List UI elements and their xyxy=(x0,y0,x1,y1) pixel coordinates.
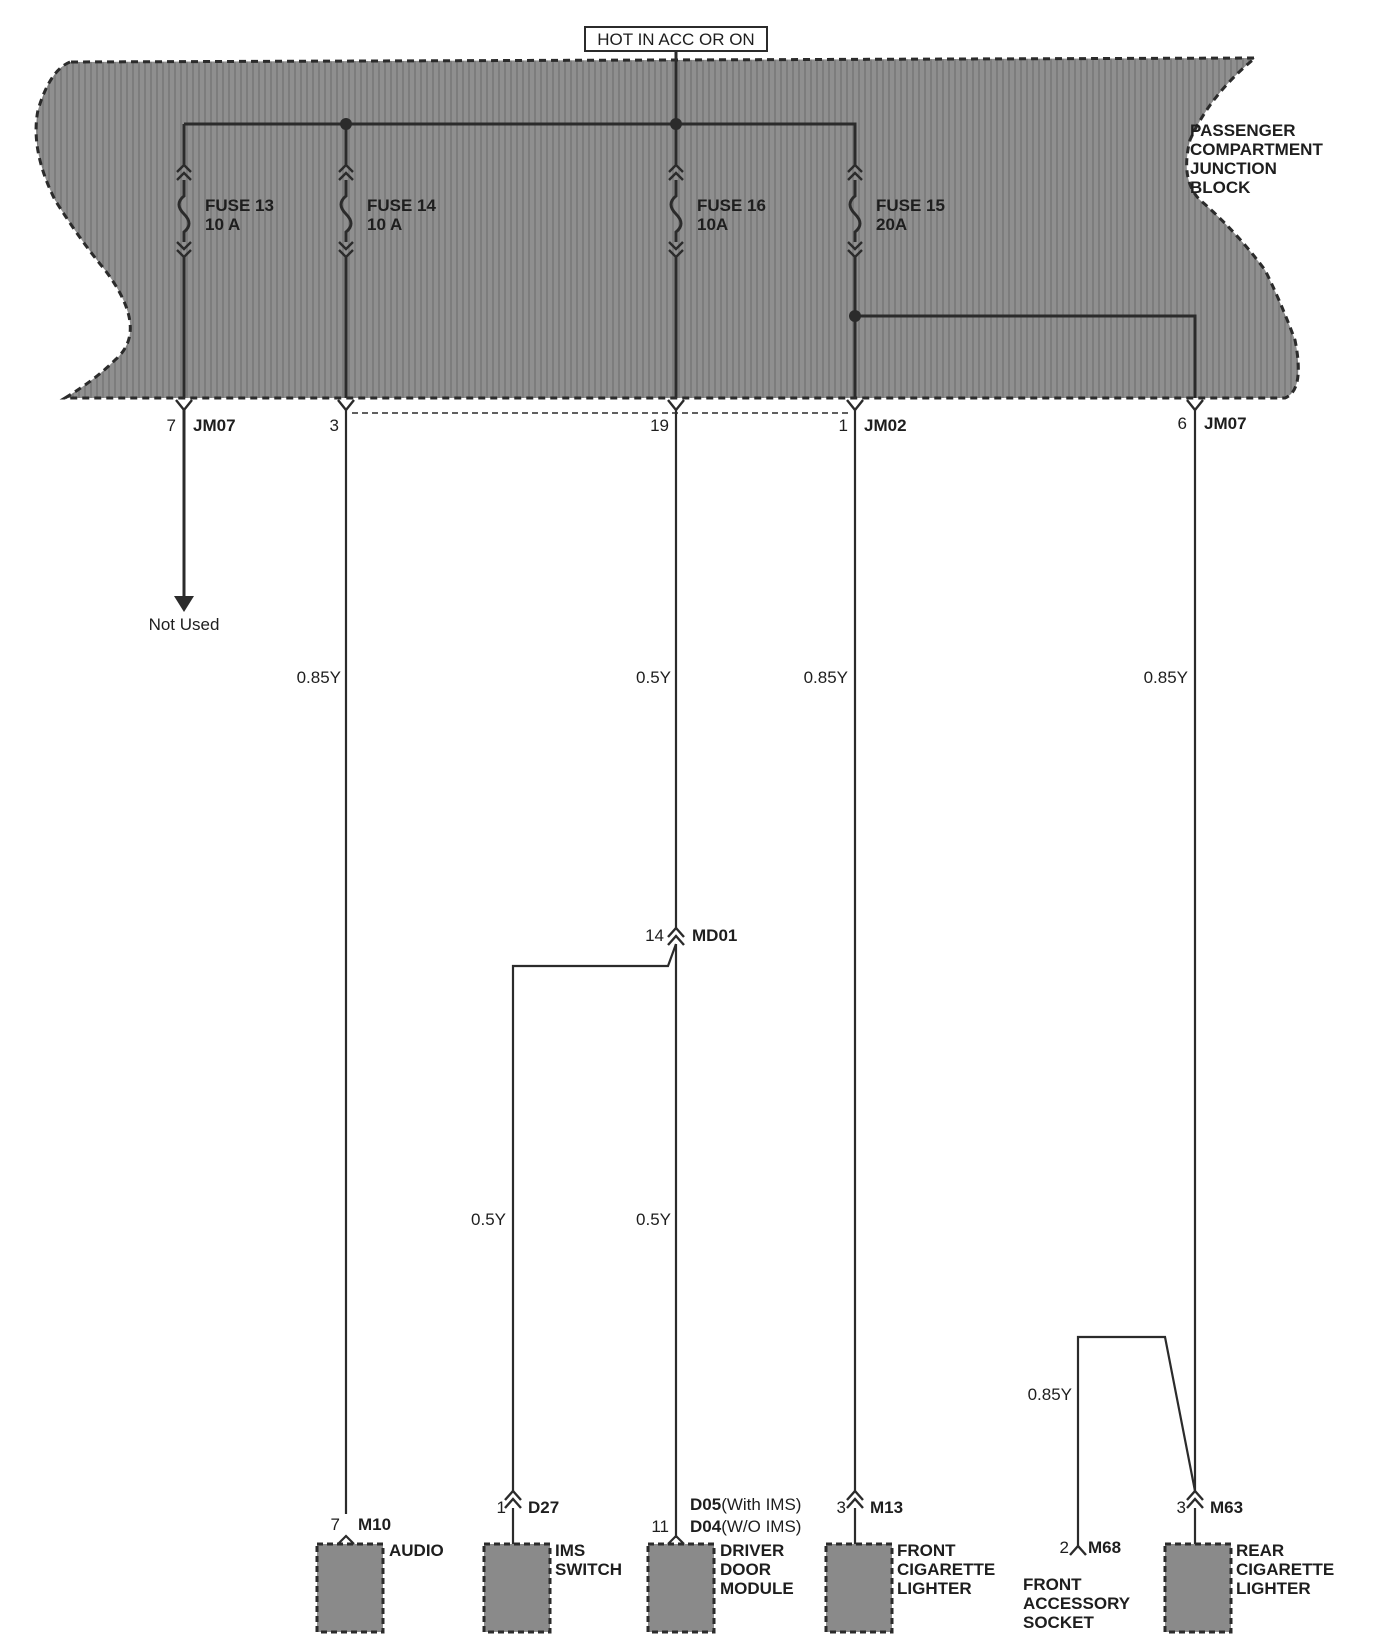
wire-audio-size: 0.85Y xyxy=(296,668,341,687)
svg-text:2: 2 xyxy=(1059,1538,1069,1557)
splice-dot-2 xyxy=(670,118,682,130)
svg-text:1: 1 xyxy=(496,1498,506,1517)
fuse-15-name: FUSE 15 xyxy=(876,196,945,215)
wire-driver-door-lower-size: 0.5Y xyxy=(636,1210,671,1229)
svg-text:14: 14 xyxy=(645,926,664,945)
svg-text:7: 7 xyxy=(330,1515,340,1534)
pin-6-number: 6 xyxy=(1177,414,1187,433)
svg-text:IMS: IMS xyxy=(555,1541,586,1560)
pin-1-number: 1 xyxy=(838,416,848,435)
svg-text:D05(With IMS): D05(With IMS) xyxy=(690,1495,802,1514)
fuse-13-name: FUSE 13 xyxy=(205,196,274,215)
svg-text:LIGHTER: LIGHTER xyxy=(897,1579,972,1598)
pin-6-connector: JM07 xyxy=(1204,414,1247,433)
svg-text:M10: M10 xyxy=(358,1515,392,1534)
fuse-14-name: FUSE 14 xyxy=(367,196,436,215)
splice-dot-1 xyxy=(340,118,352,130)
wire-driver-door-size: 0.5Y xyxy=(636,668,671,687)
pin-19-number: 19 xyxy=(650,416,669,435)
svg-text:CIGARETTE: CIGARETTE xyxy=(1236,1560,1335,1579)
svg-text:MODULE: MODULE xyxy=(720,1579,794,1598)
wire-rear-lighter-size: 0.85Y xyxy=(1143,668,1188,687)
svg-text:MD01: MD01 xyxy=(692,926,738,945)
svg-text:D04(W/O IMS): D04(W/O IMS) xyxy=(690,1517,802,1536)
svg-text:FRONT: FRONT xyxy=(897,1541,956,1560)
wire-ims-size: 0.5Y xyxy=(471,1210,506,1229)
component-rear-cigarette-lighter xyxy=(1165,1491,1334,1632)
svg-text:AUDIO: AUDIO xyxy=(389,1541,444,1560)
svg-text:SWITCH: SWITCH xyxy=(555,1560,623,1579)
svg-text:SOCKET: SOCKET xyxy=(1023,1613,1094,1632)
fuse-16-name: FUSE 16 xyxy=(697,196,766,215)
svg-text:M13: M13 xyxy=(870,1498,904,1517)
fuse-16-rating: 10A xyxy=(697,215,729,234)
component-ims-switch xyxy=(484,1491,622,1632)
component-audio xyxy=(317,1515,444,1632)
svg-text:ACCESSORY: ACCESSORY xyxy=(1023,1594,1131,1613)
component-front-cigarette-lighter xyxy=(826,1491,995,1632)
fuse-13-rating: 10 A xyxy=(205,215,241,234)
svg-text:M68: M68 xyxy=(1088,1538,1122,1557)
not-used-arrow xyxy=(174,596,194,612)
pin-terminal-1 xyxy=(176,400,192,410)
not-used-label: Not Used xyxy=(148,615,220,634)
svg-text:LIGHTER: LIGHTER xyxy=(1236,1579,1311,1598)
inline-connector-md01 xyxy=(645,926,737,945)
pin-7-connector: JM07 xyxy=(193,416,236,435)
splice-dot-3 xyxy=(849,310,861,322)
pin-terminal-3 xyxy=(668,400,684,410)
pin-1-connector: JM02 xyxy=(864,416,907,435)
pin-terminal-4 xyxy=(847,400,863,410)
fuse-14-rating: 10 A xyxy=(367,215,403,234)
pin-terminal-5 xyxy=(1187,400,1203,410)
svg-text:3: 3 xyxy=(836,1498,846,1517)
wire-front-lighter-size: 0.85Y xyxy=(803,668,848,687)
pin-terminal-2 xyxy=(338,400,354,410)
svg-text:3: 3 xyxy=(1176,1498,1186,1517)
component-front-accessory-socket xyxy=(1023,1538,1131,1632)
svg-text:FRONT: FRONT xyxy=(1023,1575,1082,1594)
svg-text:11: 11 xyxy=(651,1517,669,1536)
svg-text:CIGARETTE: CIGARETTE xyxy=(897,1560,996,1579)
wire-accessory-size: 0.85Y xyxy=(1027,1385,1072,1404)
component-driver-door-module xyxy=(648,1495,801,1632)
fuse-15-rating: 20A xyxy=(876,215,908,234)
pin-3-number: 3 xyxy=(329,416,339,435)
svg-text:REAR: REAR xyxy=(1236,1541,1285,1560)
svg-text:DOOR: DOOR xyxy=(720,1560,771,1579)
svg-text:DRIVER: DRIVER xyxy=(720,1541,785,1560)
svg-text:D27: D27 xyxy=(528,1498,560,1517)
junction-block-name: PASSENGER COMPARTMENT JUNCTION BLOCK xyxy=(1190,121,1323,197)
supply-label: HOT IN ACC OR ON xyxy=(597,30,755,49)
svg-text:M63: M63 xyxy=(1210,1498,1244,1517)
pin-7-number: 7 xyxy=(166,416,176,435)
